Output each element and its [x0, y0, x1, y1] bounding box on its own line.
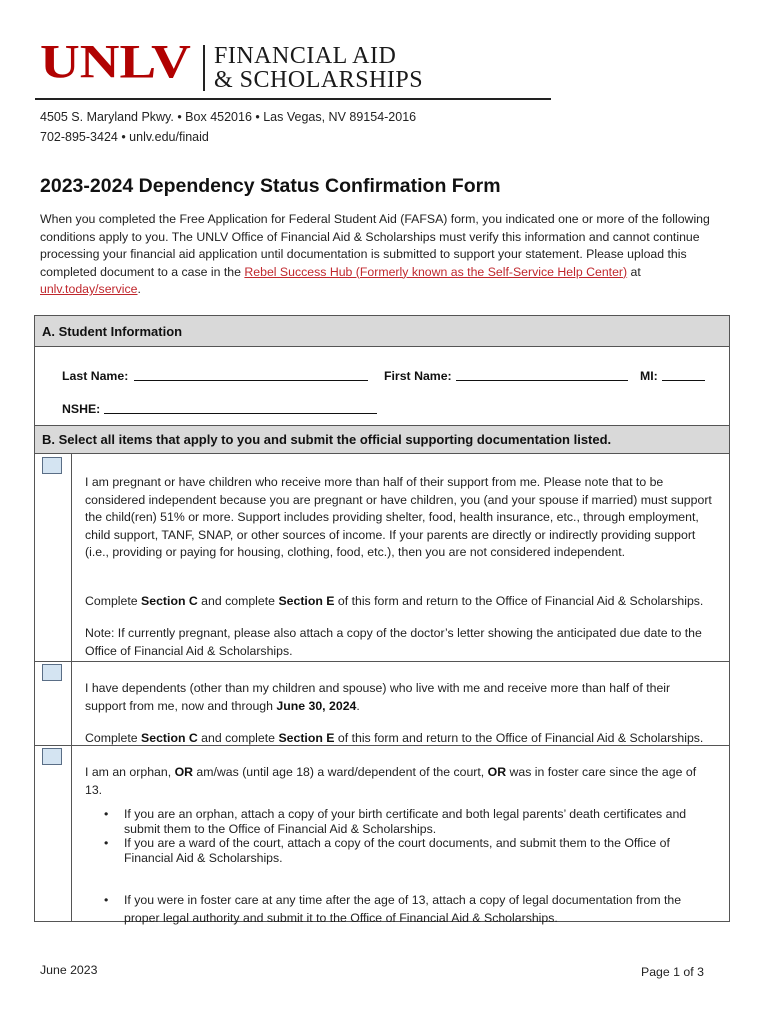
- table-border-right: [729, 454, 730, 922]
- instruction-text: of this form and return to the Office of Financial Aid & Scholarships.: [334, 594, 704, 608]
- item2-instructions: [85, 730, 725, 748]
- item1-note: Note: If currently pregnant, please also attach a copy of the doctor’s letter showing the anticipated due date to the Office of Financial Aid & Scholarships.: [85, 626, 702, 658]
- contact-line: 702-895-3424 • unlv.edu/finaid: [40, 130, 209, 144]
- list-item: [104, 892, 704, 925]
- bullet-icon: •: [104, 893, 109, 907]
- section-c-ref: Section C: [141, 731, 198, 745]
- nshe-field[interactable]: [104, 412, 377, 414]
- item2-text-end: .: [356, 698, 360, 713]
- list-item: [104, 836, 704, 866]
- item1-instructions: [85, 593, 725, 611]
- form-title: 2023-2024 Dependency Status Confirmation Form: [40, 175, 501, 197]
- intro-connector: at: [627, 264, 641, 279]
- or-emphasis: OR: [174, 765, 194, 779]
- section-e-ref: Section E: [278, 731, 335, 745]
- logo-line-scholarships: & SCHOLARSHIPS: [214, 67, 424, 93]
- header-rule: [35, 98, 551, 100]
- row-divider: [34, 661, 730, 662]
- instruction-text: of this form and return to the Office of Financial Aid & Scholarships.: [334, 731, 704, 745]
- column-divider: [71, 454, 72, 922]
- item2-description: [85, 680, 705, 715]
- rebel-success-hub-link[interactable]: Rebel Success Hub (Formerly known as the Self-Service Help Center): [244, 264, 628, 279]
- section-e-ref: Section E: [278, 594, 335, 608]
- footer-date: June 2023: [40, 963, 98, 977]
- page-number: Page 1 of 3: [641, 965, 704, 979]
- item3-text: am/was (until age 18) a ward/dependent of the court,: [193, 765, 488, 779]
- or-emphasis: OR: [487, 765, 507, 779]
- orphan-ward-foster-checkbox[interactable]: [42, 748, 62, 765]
- nshe-label: NSHE:: [62, 402, 101, 416]
- pregnant-or-children-checkbox[interactable]: [42, 457, 62, 474]
- unlv-logo: UNLV: [40, 35, 191, 88]
- first-name-field[interactable]: [456, 379, 628, 381]
- logo-divider: [203, 45, 205, 91]
- item2-text: I have dependents (other than my children and spouse) who live with me and receive more than half of their support from me, now and through: [85, 681, 671, 713]
- last-name-label: Last Name:: [62, 369, 129, 383]
- instruction-text: and complete: [197, 594, 279, 608]
- item3-description: [85, 764, 705, 799]
- mi-label: MI:: [640, 369, 658, 383]
- section-b-heading: B. Select all items that apply to you and submit the official supporting documentation listed.: [34, 425, 730, 454]
- intro-paragraph: [40, 211, 740, 299]
- dependents-checkbox[interactable]: [42, 664, 62, 681]
- intro-text: When you completed the Free Application for Federal Student Aid (FAFSA) form, you indicated one or more of the following conditions apply to you. The UNLV Office of Financial Aid & Scholarships must verify this information and cannot continue processing your financial aid application until documentation is submitted to support your statement. Please upload this completed document to a case in the: [40, 212, 710, 279]
- section-a-heading: A. Student Information: [34, 315, 730, 347]
- item3-text: was in foster care since the age of 13.: [85, 765, 697, 797]
- table-border-left: [34, 454, 35, 922]
- logo-line-financial-aid: FINANCIAL AID: [214, 43, 397, 69]
- intro-end: .: [137, 282, 141, 296]
- bullet-text: If you are an orphan, attach a copy of your birth certificate and both legal parents’ death certificates and submit them to the Office of Financial Aid & Scholarships.: [124, 807, 687, 836]
- bullet-text: If you are a ward of the court, attach a copy of the court documents, and submit them to the Office of Financial Aid & Scholarships.: [124, 836, 670, 865]
- bullet-text: If you were in foster care at any time after the age of 13, attach a copy of legal documentation from the proper legal authority and submit it to the Office of Financial Aid & Scholarships.: [124, 893, 682, 925]
- last-name-field[interactable]: [134, 379, 368, 381]
- instruction-text: Complete: [85, 731, 142, 745]
- item3-text: I am an orphan,: [85, 765, 175, 779]
- address-line: 4505 S. Maryland Pkwy. • Box 452016 • Las Vegas, NV 89154-2016: [40, 110, 417, 124]
- section-c-ref: Section C: [141, 594, 198, 608]
- instruction-text: and complete: [197, 731, 279, 745]
- bullet-icon: •: [104, 836, 109, 850]
- instruction-text: Complete: [85, 594, 142, 608]
- mi-field[interactable]: [662, 379, 705, 381]
- item1-description: I am pregnant or have children who receive more than half of their support from me. Please note that to be considered independent because you are pregnant or have children, you (and your spouse if married) must support the child(ren) 51% or more. Support includes providing shelter, food, health insurance, etc., through employment, child support, TANF, SNAP, or other sources of income. If your parents are directly or indirectly providing support (i.e., providing or paying for housing, clothing, food, etc.), then you are not considered independent.: [85, 475, 712, 559]
- unlv-service-link[interactable]: unlv.today/service: [40, 282, 138, 296]
- bullet-icon: •: [104, 807, 109, 821]
- item2-date: June 30, 2024: [276, 698, 357, 713]
- list-item: [104, 807, 704, 837]
- first-name-label: First Name:: [384, 369, 452, 383]
